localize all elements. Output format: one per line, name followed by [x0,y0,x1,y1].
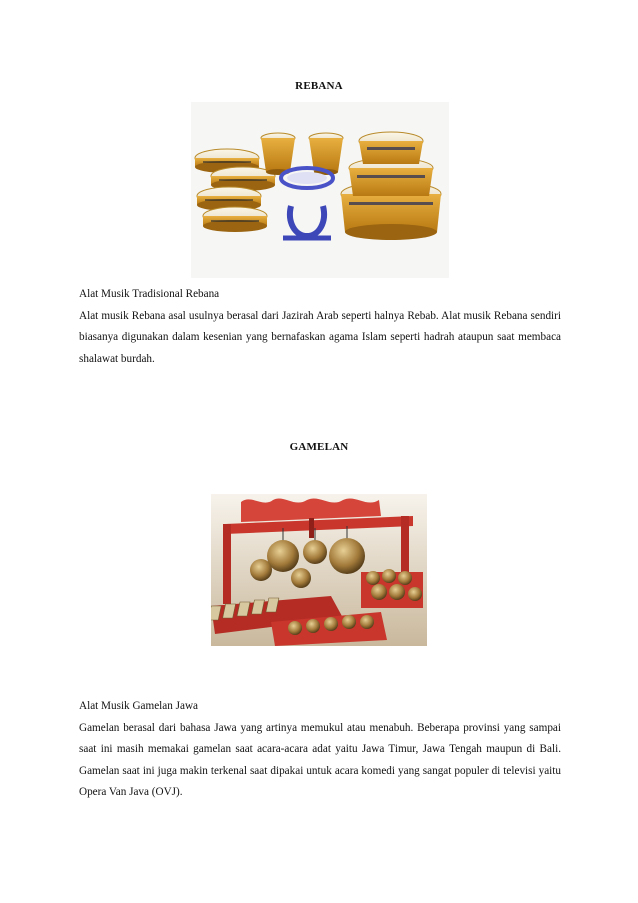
gamelan-subtitle: Alat Musik Gamelan Jawa [79,700,198,712]
rebana-subtitle: Alat Musik Tradisional Rebana [79,288,220,300]
rebana-heading: REBANA [295,80,343,92]
gamelan-paragraph: Gamelan berasal dari bahasa Jawa yang artinya memukul atau menabuh. Beberapa provinsi yang sampai saat ini masih memakai gamelan saat acara-acara adat yaitu Jawa Timur, Jawa Tengah maupun di Bali. Gamelan saat ini juga makin terkenal saat dipakai untuk acara komedi yang sangat populer di televisi yaitu Opera Van Java (OVJ). [79,721,561,798]
bonang-kettles [361,569,423,608]
gamelan-heading: GAMELAN [289,441,349,453]
gamelan-description [79,696,561,804]
rebana-paragraph: Alat musik Rebana asal usulnya berasal dari Jazirah Arab seperti halnya Rebab. Alat musik Rebana sendiri biasanya digunakan dalam kesenian yang bernafaskan agama Islam seperti hadrah ataupun saat membaca shalawat burdah. [79,309,561,365]
rebana-description [79,284,561,370]
gamelan-photo-image [211,494,427,646]
rebana-photo-image [191,102,449,278]
